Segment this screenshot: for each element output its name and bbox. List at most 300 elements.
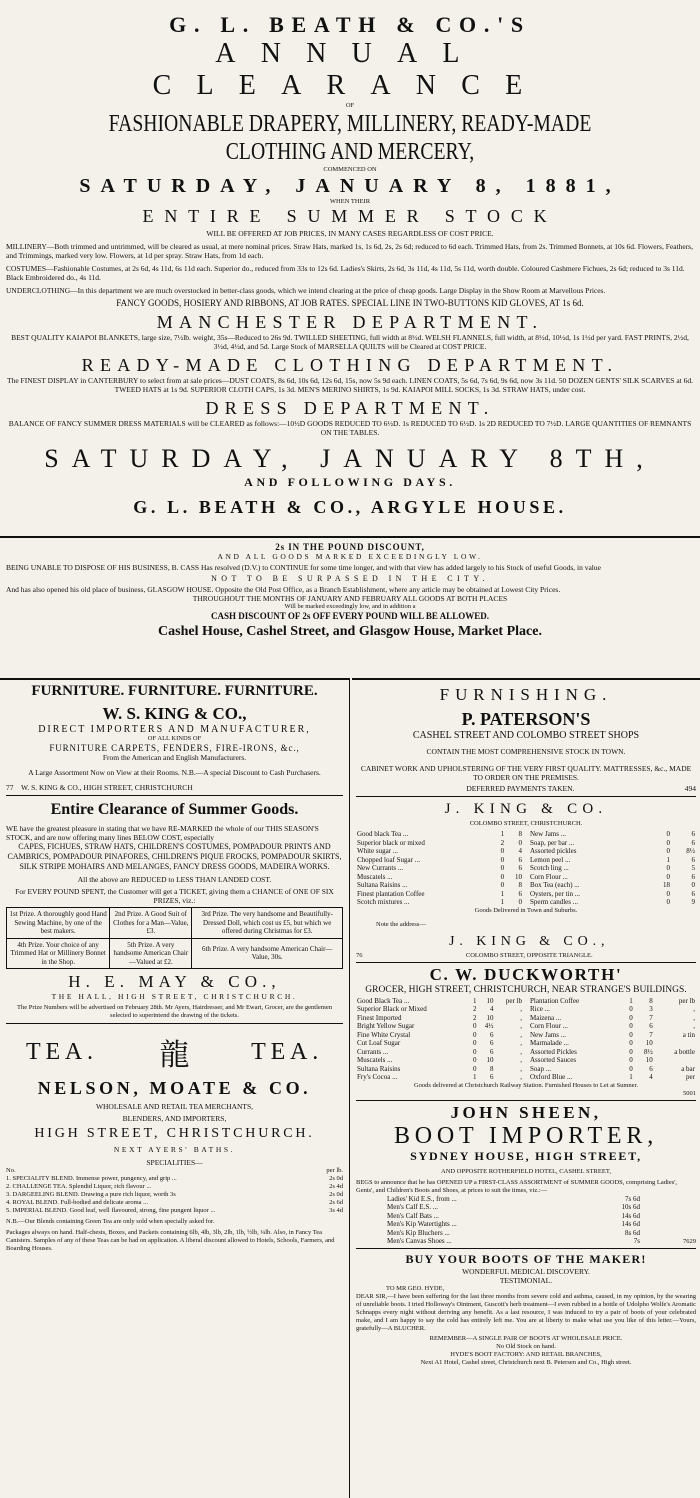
jking-item-cell: 0 <box>666 830 670 838</box>
duckworth-item-cell: Bright Yellow Sugar <box>357 1022 415 1030</box>
king-items: FURNITURE CARPETS, FENDERS, FIRE-IRONS, &c., <box>49 743 300 753</box>
duckworth-item-cell: New Jams ... <box>530 1030 566 1039</box>
tea-row-text: 2. CHALLENGE TEA. Splendid Liquor, rich flavour ... <box>6 1183 152 1190</box>
duckworth-item-cell: 8½ <box>643 1047 653 1056</box>
sheen-item-cell: Men's Canvas Shoes ... <box>387 1237 452 1245</box>
king-advertisement <box>6 683 343 792</box>
duckworth-item-row <box>356 1056 523 1065</box>
no-old-stock: No Old Stock on hand. <box>496 1342 556 1350</box>
jking-item-row <box>356 873 523 882</box>
sheen-price-list <box>386 1195 641 1246</box>
duckworth-item-row <box>529 1005 696 1014</box>
duckworth-item-cell: 2 <box>473 1013 477 1022</box>
tea-row <box>6 1207 343 1215</box>
readymade-heading: READY-MADE CLOTHING DEPARTMENT. <box>81 355 619 375</box>
jking-item-cell: 0 <box>666 898 670 906</box>
duckworth-item-cell: 1 <box>629 996 633 1005</box>
may-body: WE have the greatest pleasure in stating that we have RE-MARKED the whole of our THIS SEASON'S STOCK, and are now offering many lines BELOW COST, especially <box>6 824 319 842</box>
sheen-item-cell: Men's Kip Watertights ... <box>387 1220 457 1228</box>
duckworth-item-cell: per lb <box>505 996 522 1005</box>
duckworth-item-cell: Oxford Blue ... <box>530 1073 573 1081</box>
dress-text: BALANCE OF FANCY SUMMER DRESS MATERIALS will be CLEARED as follows:—10½D GOODS REDUCED TO 6½D. 1s REDUCED TO 6½D. 1s 2D REDUCED TO 7½D. LARGE QUANTITIES OF REMNANTS ON THE TABLES. <box>8 419 692 437</box>
jking-item-cell: Superior black or mixed <box>357 838 425 847</box>
duckworth-item-cell: a tin <box>682 1030 695 1039</box>
duckworth-advertisement <box>356 965 696 1098</box>
duckworth-item-cell: , <box>520 1030 522 1039</box>
jking-item-cell: Chopped loaf Sugar ... <box>357 855 420 864</box>
boot-importer: BOOT IMPORTER, <box>393 1122 658 1149</box>
duckworth-item-cell: Muscatels ... <box>357 1056 393 1064</box>
jking-name-2: J. KING & CO., <box>449 933 610 949</box>
duckworth-item-cell: 0 <box>629 1047 633 1056</box>
duckworth-item-cell: 2 <box>473 1005 477 1013</box>
duckworth-item-cell: Cut Loaf Sugar <box>357 1039 401 1047</box>
duckworth-item-row <box>356 1005 523 1014</box>
jking-item-cell: 0 <box>666 838 670 847</box>
duckworth-item-cell: , <box>693 1005 695 1013</box>
duckworth-name: C. W. DUCKWORTH' <box>429 964 623 984</box>
king-from: From the American and English Manufacturers. <box>102 753 247 762</box>
duckworth-item-cell: 0 <box>473 1039 477 1047</box>
jking-item-cell: 0 <box>518 898 522 906</box>
duckworth-delivered: Goods delivered at Christchurch Railway Station. Furnished Houses to Let at Sumner. <box>413 1081 639 1089</box>
cass-advertisement <box>0 536 700 676</box>
jking-item-cell: 1 <box>666 855 670 864</box>
jking-item-cell: 6 <box>691 830 695 838</box>
tea-list <box>6 1175 343 1215</box>
furniture-heading: FURNITURE. FURNITURE. FURNITURE. <box>31 683 318 699</box>
duckworth-prices <box>356 997 696 1082</box>
may-address: THE HALL, HIGH STREET, CHRISTCHURCH. <box>51 992 298 1001</box>
duckworth-item-cell: 0 <box>473 1030 477 1039</box>
duckworth-item-cell: 4 <box>649 1073 653 1081</box>
jking-item-cell: 0 <box>500 855 505 864</box>
jking-item-row <box>529 898 696 907</box>
sheen-item-row <box>386 1220 641 1229</box>
tea-row-text: 5. IMPERIAL BLEND. Good leaf, well flavoured, strong, fine pungent liquor ... <box>6 1207 216 1214</box>
prize-4: 4th Prize. Your choice of any Trimmed Hat or Millinery Bonnet in the Shop. <box>7 938 110 969</box>
king-ofall: OF ALL KINDS OF <box>147 735 202 742</box>
entire-stock: ENTIRE SUMMER STOCK <box>142 206 558 226</box>
fancy-goods: FANCY GOODS, HOSIERY AND RIBBONS, AT JOB RATES. SPECIAL LINE IN TWO-BUTTONS KID GLOVES, AT 1s 6d. <box>116 298 584 308</box>
duckworth-right-table <box>529 997 696 1082</box>
duckworth-item-cell: Fry's Cocoa ... <box>357 1073 398 1081</box>
duckworth-item-row <box>529 1031 696 1040</box>
duckworth-item-row <box>529 1022 696 1031</box>
duckworth-item-row <box>529 1073 696 1082</box>
jking-item-cell: 0 <box>691 881 695 889</box>
sheen-begs: BEGS to announce that he has OPENED UP a FIRST-CLASS ASSORTMENT of SUMMER GOODS, comprising Ladies', Gents', and Children's Boots and Shoes, at prices to suit the times, viz.:— <box>356 1178 678 1194</box>
tea-packages: Packages always on hand. Half-chests, Boxes, and Packets containing 6lb, 4lb, 3lb, 2lb, 1lb, ½lb, ¼lb. Also, in Fancy Tea Canisters. Samples of any of these Teas can be had on application. A liberal discount allowed to Hotels, Schools, Farmers, and Boarding Houses. <box>6 1229 335 1252</box>
tea-row-text: 1. SPECIALITY BLEND. Immense power, pungency, and grip ... <box>6 1175 177 1182</box>
sheen-item-cell: 7s <box>633 1237 640 1245</box>
king-address: W. S. KING & CO., HIGH STREET, CHRISTCHURCH <box>21 783 193 792</box>
jking-item-row <box>529 890 696 899</box>
may-note: The Prize Numbers will be advertised on February 28th. Mr Ayers, Hairdresser, and Mr Ewart, Grocer, are the gentlemen selected to superintend the drawing of the tickets. <box>17 1004 332 1019</box>
jking-item-cell: 9 <box>691 898 695 906</box>
duckworth-item-cell <box>654 1056 696 1065</box>
jking-item-cell: 0 <box>500 847 505 855</box>
hyde-factory: HYDE'S BOOT FACTORY: AND RETAIL BRANCHES, <box>450 1350 602 1358</box>
duckworth-item-row <box>356 1065 523 1074</box>
duckworth-item-cell: 6 <box>649 1022 653 1030</box>
tea-nb: N.B.—Our Blends containing Green Tea are only sold when specially asked for. <box>6 1218 215 1225</box>
discount-heading: 2s IN THE POUND DISCOUNT, <box>275 542 425 552</box>
cass-address: Cashel House, Cashel Street, and Glasgow House, Market Place. <box>158 624 542 639</box>
tea-row <box>6 1199 343 1207</box>
sheen-item-cell: Men's Kip Bluchers ... <box>387 1228 450 1237</box>
readymade-text: The FINEST DISPLAY in CANTERBURY to select from at sale prices—DUST COATS, 8s 6d, 10s 6d, 12s 6d, 15s, now 5s 9d each. LINEN COATS, 5s 6d, 7s 6d, 9s 6d, now 3s 11d. 50 DOZEN GENTS' SILK SCARVES at 6d. TWEED HATS at 1s 9d. SUPERIOR CLOTH CAPS, 1s 3d. MEN'S MERINO SHIRTS, 1s 9d. KAIAPOI MILL SOCKS, 1s 3d. STRAW HATS, under cost. <box>6 376 694 394</box>
tea-wholesale: WHOLESALE AND RETAIL TEA MERCHANTS, <box>95 1102 254 1111</box>
jking-item-cell: 4 <box>518 847 522 855</box>
jking-item-row <box>529 873 696 882</box>
duckworth-item-cell: Assorted Pickles <box>530 1047 577 1056</box>
duckworth-item-cell: Soap ... <box>530 1064 551 1073</box>
jking-item-cell: New Currants ... <box>357 864 404 872</box>
jking-item-cell: Sultana Raisins ... <box>357 881 408 889</box>
duckworth-item-cell: , <box>693 1022 695 1030</box>
sheen-item-row <box>386 1195 641 1204</box>
tea-table-head <box>6 1167 343 1175</box>
prize-5: 5th Prize. A very handsome American Chair—Valued at £2. <box>110 938 192 969</box>
jking-item-row <box>356 856 523 865</box>
duckworth-item-cell: 10 <box>645 1039 653 1047</box>
jking-item-cell: 6 <box>691 872 695 881</box>
tea-perlb-label: per lb. <box>326 1167 343 1174</box>
king-assortment: A Large Assortment Now on View at their Rooms. N.B.—A special Discount to Cash Purchasers. <box>28 768 321 777</box>
may-list: CAPES, FICHUES, STRAW HATS, CHILDREN'S COSTUMES, POMPADOUR PRINTS AND CAMBRICS, POMPADOUR PINAFORES, CHILDREN'S PIQUE FROCKS, POMPADOUR SKIRTS, SILK STRIPE MOHAIRS AND MELANGES, FANCY DRESS GOODS, MADEIRA WORKS. <box>7 842 342 871</box>
tea-next: NEXT AYERS' BATHS. <box>113 1145 236 1154</box>
jking-item-cell: 0 <box>666 864 670 872</box>
jking-delivered: Goods Delivered in Town and Suburbs. <box>474 906 578 914</box>
paterson-number: 494 <box>684 784 696 793</box>
following-days: AND FOLLOWING DAYS. <box>244 475 456 489</box>
duckworth-address: GROCER, HIGH STREET, CHRISTCHURCH, NEAR STRANGE'S BUILDINGS. <box>365 984 687 995</box>
duckworth-item-cell: 0 <box>473 1064 477 1073</box>
duckworth-item-cell: 0 <box>629 1056 633 1064</box>
duckworth-item-cell: Plantation Coffee <box>530 996 580 1005</box>
duckworth-item-cell: a bottle <box>674 1047 695 1056</box>
sheen-item-cell: Ladies' Kid E.S., from ... <box>387 1194 457 1203</box>
hyde-advertisement <box>356 1252 696 1367</box>
tea-row <box>6 1183 343 1191</box>
jking-name: J. KING & CO. <box>444 801 608 817</box>
duckworth-item-cell: , <box>520 1039 522 1047</box>
duckworth-item-cell: per <box>686 1073 695 1081</box>
annual-clearance: ANNUAL CLEARANCE <box>152 38 548 101</box>
sheen-item-cell: 14s 6d <box>621 1220 640 1228</box>
jking-item-row <box>529 839 696 848</box>
testimonial-to: TO MR GEO. HYDE, <box>386 1284 445 1292</box>
duckworth-item-cell: 7 <box>649 1030 653 1039</box>
jking-item-cell: 8 <box>518 830 522 838</box>
duckworth-item-cell: 0 <box>473 1056 477 1064</box>
sheen-item-cell: 7s 6d <box>625 1194 640 1203</box>
sheen-advertisement <box>356 1103 696 1246</box>
jking-item-cell: 6 <box>691 889 695 898</box>
jking-item-cell: 6 <box>518 864 522 872</box>
goods-marked: AND ALL GOODS MARKED EXCEEDINGLY LOW. <box>217 552 483 561</box>
duckworth-item-cell: 0 <box>629 1022 633 1030</box>
jking-item-cell: 6 <box>518 855 522 864</box>
duckworth-item-cell: Sultana Raisins <box>357 1064 401 1073</box>
duckworth-item-cell: , <box>520 1047 522 1056</box>
duckworth-item-row <box>529 1065 696 1074</box>
sheen-name: JOHN SHEEN, <box>450 1102 602 1122</box>
duckworth-number: 5001 <box>683 1089 696 1097</box>
tea-row <box>6 1175 343 1183</box>
sheen-item-cell: Men's Calf Bats ... <box>387 1211 439 1220</box>
jking-item-cell: Finest plantation Coffee <box>357 889 425 898</box>
duckworth-item-cell: 8 <box>649 996 653 1005</box>
wonderful-discovery: WONDERFUL MEDICAL DISCOVERY. <box>462 1266 590 1276</box>
tea-no-label: No. <box>6 1167 16 1174</box>
may-name: H. E. MAY & CO., <box>68 972 281 991</box>
jking-number: 76 <box>356 951 363 959</box>
testimonial-heading: TESTIMONIAL. <box>499 1275 553 1285</box>
dress-heading: DRESS DEPARTMENT. <box>205 398 495 418</box>
jking-left-table <box>356 830 523 907</box>
jking-item-cell: 1 <box>500 830 505 838</box>
king-direct: DIRECT IMPORTERS AND MANUFACTURER, <box>38 724 311 735</box>
duckworth-item-cell: 0 <box>629 1005 633 1013</box>
duckworth-item-row <box>356 1022 523 1031</box>
sheen-item-row <box>386 1203 641 1212</box>
argyle-house: G. L. BEATH & CO., ARGYLE HOUSE. <box>133 497 567 517</box>
jking-item-cell: 6 <box>691 855 695 864</box>
jking-item-cell: New Jams ... <box>530 830 566 838</box>
tea-advertisement <box>6 1026 343 1253</box>
duckworth-item-cell: , <box>520 1056 522 1064</box>
duckworth-item-cell: 0 <box>473 1047 477 1056</box>
sheen-item-cell: 14s 6d <box>621 1211 640 1220</box>
tea-row-price: 2s 4d <box>329 1183 343 1190</box>
duckworth-item-cell: 6 <box>489 1039 494 1047</box>
jking-item-cell: 0 <box>666 847 670 855</box>
furnishing-heading: FURNISHING. <box>439 685 613 704</box>
prize-6: 6th Prize. A very handsome American Chair—Value, 30s. <box>192 938 343 969</box>
jking-item-cell: Lemon peel ... <box>530 855 571 864</box>
duckworth-item-cell: , <box>693 1013 695 1022</box>
jking-item-cell: Muscatels ... <box>357 872 393 881</box>
duckworth-item-cell: Marmalade ... <box>530 1039 569 1047</box>
duckworth-item-row <box>356 1039 523 1048</box>
sydney-house: SYDNEY HOUSE, HIGH STREET, <box>410 1148 642 1163</box>
jking-item-cell: 8 <box>518 881 522 889</box>
duckworth-item-cell: 0 <box>473 1022 477 1030</box>
duckworth-item-cell: , <box>520 1013 522 1022</box>
tea-right: TEA. <box>251 1038 323 1065</box>
prize-1: 1st Prize. A thoroughly good Hand Sewing Machine, by one of the best makers. <box>7 908 110 939</box>
duckworth-item-cell: , <box>520 1022 522 1030</box>
duckworth-item-cell: 6 <box>489 1047 494 1056</box>
duckworth-item-cell: 6 <box>489 1073 494 1081</box>
sheen-item-row <box>386 1212 641 1221</box>
sheen-number: 7629 <box>683 1237 696 1245</box>
left-column <box>0 678 350 1498</box>
king-number: 77 <box>6 783 14 792</box>
underclothing-text: UNDERCLOTHING—In this department we are much overstocked in better-class goods, which we intend clearing at the price of cheap goods. Large Display in the Show Room at Marvellous Prices. <box>6 286 606 295</box>
tea-row-price: 2s 0d <box>329 1191 343 1198</box>
saturday-heading: SATURDAY, JANUARY 8TH, <box>44 444 656 473</box>
tea-row-price: 2s 0d <box>329 1175 343 1182</box>
duckworth-left-table <box>356 997 523 1082</box>
hyde-next: Next A1 Hotel, Cashel street, Christchurch next B. Petersen and Co., High street. <box>420 1358 632 1366</box>
commenced-label: COMMENCED ON <box>323 166 377 173</box>
jking-address: COLOMBO STREET, CHRISTCHURCH. <box>469 820 583 827</box>
jking-item-cell: Sperm candles ... <box>530 898 579 906</box>
duckworth-item-cell: Assorted Sauces <box>530 1056 577 1064</box>
duckworth-item-cell: a bar <box>681 1064 695 1073</box>
jking-advertisement <box>356 799 696 960</box>
glasgow-opened: And has also opened his old place of business, GLASGOW HOUSE. Opposite the Old Post Office, as a Branch Establishment, where any article may be obtained at Lowest City Prices. <box>6 585 561 594</box>
jking-item-row <box>356 890 523 899</box>
duckworth-item-cell: 3 <box>649 1005 653 1013</box>
duckworth-item-cell <box>654 1039 696 1048</box>
duckworth-item-row <box>356 1031 523 1040</box>
duckworth-item-cell: , <box>520 1073 522 1081</box>
tea-blenders: BLENDERS, AND IMPORTERS, <box>122 1114 227 1123</box>
tea-row-price: 3s 4d <box>329 1207 343 1214</box>
may-advertisement <box>6 801 343 1020</box>
jking-item-cell: Box Tea (each) ... <box>530 881 580 889</box>
jking-item-cell: 0 <box>500 872 505 881</box>
of-label: OF <box>345 102 355 109</box>
sheen-item-cell: 8s 6d <box>625 1228 640 1237</box>
jking-note: Note the address— <box>376 920 426 928</box>
being-unable: BEING UNABLE TO DISPOSE OF HIS BUSINESS, B. CASS Has resolved (D.V.) to CONTINUE for some time longer, and with that view has added largely to his Stock of useful Goods, in value <box>6 563 601 572</box>
duckworth-item-row <box>529 1048 696 1057</box>
sheen-list-wrap <box>356 1195 696 1246</box>
duckworth-item-cell: Rice ... <box>530 1005 550 1013</box>
jking-item-cell: 10 <box>515 872 522 881</box>
manchester-heading: MANCHESTER DEPARTMENT. <box>156 312 544 332</box>
tea-specialities: SPECIALITIES— <box>146 1158 203 1167</box>
duckworth-item-cell: 6 <box>489 1030 494 1039</box>
millinery-text: MILLINERY—Both trimmed and untrimmed, will be cleared as usual, at mere nominal prices. Straw Hats, marked 1s, 1s 6d, 2s, 2s 6d; reduced to 6d each. Trimmed Hats, from 2s. Trimmed Bonnets, at 10s 6d. Flowers, Feathers, and Trimmings, marked very low. Flowers, at 1d per spray. Straw Hats, from 1d each. <box>6 242 693 260</box>
not-surpassed: NOT TO BE SURPASSED IN THE CITY. <box>211 574 489 583</box>
duckworth-item-cell: 1 <box>473 996 477 1005</box>
duckworth-item-cell: Fine White Crystal <box>357 1030 411 1039</box>
duckworth-item-cell: 10 <box>486 996 494 1005</box>
duckworth-item-cell: 4½ <box>484 1022 494 1030</box>
when-label: WHEN THEIR <box>329 198 371 205</box>
jking-address-2: COLOMBO STREET, OPPOSITE TRIANGLE. <box>465 951 593 959</box>
duckworth-item-cell: 10 <box>645 1056 653 1064</box>
jking-item-cell: 6 <box>518 889 522 898</box>
paterson-advertisement <box>356 684 696 793</box>
jking-item-cell: 5 <box>691 864 695 872</box>
jking-item-cell: 2 <box>500 838 505 847</box>
jking-item-row <box>529 830 696 839</box>
drapery-line: FASHIONABLE DRAPERY, MILLINERY, READY-MADE <box>108 111 592 137</box>
tea-emblem-icon: 龍 <box>159 1039 190 1072</box>
sale-date: SATURDAY, JANUARY 8, 1881, <box>79 175 621 197</box>
sheen-item-row <box>386 1237 641 1246</box>
may-ticket: For EVERY POUND SPENT, the Customer will get a TICKET, giving them a CHANCE of ONE OF SIX PRIZES, viz.: <box>15 887 334 905</box>
duckworth-item-cell: 4 <box>489 1005 494 1013</box>
jking-item-cell: 1 <box>500 889 505 898</box>
paterson-name: P. PATERSON'S <box>461 709 591 729</box>
jking-item-row <box>356 839 523 848</box>
paterson-cabinet: CABINET WORK AND UPHOLSTERING OF THE VERY FIRST QUALITY. MATTRESSES, &c., MADE TO ORDER ON THE PREMISES. <box>360 764 692 782</box>
prize-table <box>6 907 343 969</box>
duckworth-item-cell: 10 <box>486 1013 494 1022</box>
jking-item-row <box>356 898 523 907</box>
paterson-footer <box>356 784 696 793</box>
manchester-text: BEST QUALITY KAIAPOI BLANKETS, large size, 7½lb. weight, 35s—Reduced to 26s 9d. TWILLED SHEETING, full width at 8½d. WELSH FLANNELS, full width, at 8½d, 10½d, 1s 1½d per yard. FAST PRINTS, 2½d, 3½d, 4½d, and 5d. Large Stock of MARSELLA QUILTS will be Cleared at COST PRICE. <box>11 333 689 351</box>
jking-item-row <box>529 864 696 873</box>
entire-clearance-heading: Entire Clearance of Summer Goods. <box>50 801 299 818</box>
jking-item-row <box>356 881 523 890</box>
duckworth-item-cell: 1 <box>473 1073 477 1081</box>
offered-line: WILL BE OFFERED AT JOB PRICES, IN MANY CASES REGARDLESS OF COST PRICE. <box>206 229 494 238</box>
sheen-item-row <box>386 1229 641 1238</box>
duckworth-item-cell: Finest Imported <box>357 1013 402 1022</box>
duckworth-item-row <box>529 1014 696 1023</box>
jking-item-row <box>356 830 523 839</box>
jking-item-cell: 1 <box>500 898 505 906</box>
duckworth-item-cell: 0 <box>629 1013 633 1022</box>
duckworth-item-cell: 10 <box>486 1056 494 1064</box>
jking-item-cell: 0 <box>666 889 670 898</box>
remember-line: REMEMBER—A SINGLE PAIR OF BOOTS AT WHOLESALE PRICE. <box>429 1334 623 1342</box>
duckworth-item-cell: per lb <box>678 996 695 1005</box>
beath-advertisement <box>0 0 700 526</box>
sheen-opposite: AND OPPOSITE ROTHERFIELD HOTEL, CASHEL STREET, <box>441 1167 611 1175</box>
jking-item-row <box>529 881 696 890</box>
may-reduced: All the above are REDUCED to LESS THAN LANDED COST. <box>77 875 272 884</box>
testimonial-body: DEAR SIR,—I have been suffering for the last three months from severe cold and asthma, caused, in my opinion, by the wearing of unreliable boots. I tried Holloway's Ointment, Guscott's herb treatment—I even rubbed in a bottle of Udolpho Wolfe's Aromatic Schnapps every night without deriving any benefit. As a last resource, I was induced to try a pair of boots of your celebrated make, and I am happy to say the cold has entirely left me. You are at liberty to make what use you like of this letter.—Yours, gratefully—A BLUCHER. <box>356 1292 696 1332</box>
right-column <box>352 678 700 1498</box>
jking-item-cell: 0 <box>500 864 505 872</box>
jking-item-cell: Assorted pickles <box>530 847 577 855</box>
jking-item-cell: Corn Flour ... <box>530 872 568 881</box>
duckworth-item-cell: , <box>520 1064 522 1073</box>
tea-high-street: HIGH STREET, CHRISTCHURCH. <box>34 1126 315 1141</box>
tea-row <box>6 1191 343 1199</box>
tea-row-text: 4. ROYAL BLEND. Full-bodied and delicate aroma ... <box>6 1199 149 1206</box>
prize-2: 2nd Prize. A Good Suit of Clothes for a Man—Value, £3. <box>110 908 192 939</box>
jking-item-cell: 8½ <box>686 847 695 855</box>
jking-right-table <box>529 830 696 907</box>
duckworth-item-row <box>529 1056 696 1065</box>
jking-item-cell: 0 <box>666 872 670 881</box>
duckworth-item-cell: 1 <box>629 1073 633 1081</box>
sheen-item-cell: 10s 6d <box>621 1203 640 1211</box>
will-be-marked: Will be marked exceedingly low, and in addition a <box>284 603 416 610</box>
duckworth-item-cell: Maizena ... <box>530 1013 562 1022</box>
tea-left: TEA. <box>26 1038 98 1065</box>
paterson-contain: CONTAIN THE MOST COMPREHENSIVE STOCK IN TOWN. <box>426 747 626 756</box>
duckworth-item-row <box>356 997 523 1006</box>
buy-boots-heading: BUY YOUR BOOTS OF THE MAKER! <box>405 1251 647 1266</box>
duckworth-item-row <box>356 1048 523 1057</box>
jking-item-cell: Oysters, per tin ... <box>530 889 580 898</box>
jking-item-cell: 6 <box>691 838 695 847</box>
beath-title: G. L. BEATH & CO.'S <box>169 12 531 37</box>
duckworth-item-cell: 0 <box>629 1039 633 1047</box>
prize-3: 3rd Prize. The very handsome and Beautifully-Dressed Doll, which cost us £5, but which we offered during Christmas for £3. <box>192 908 343 939</box>
duckworth-item-cell: 8 <box>489 1064 494 1073</box>
jking-item-cell: Scotch mixtures ... <box>357 898 410 906</box>
jking-item-row <box>356 864 523 873</box>
duckworth-item-cell: Good Black Tea ... <box>357 996 410 1005</box>
duckworth-item-cell: Currants ... <box>357 1047 389 1056</box>
duckworth-item-cell: , <box>520 1005 522 1013</box>
clothing-line: CLOTHING AND MERCERY, <box>225 139 475 165</box>
jking-item-row <box>529 847 696 856</box>
